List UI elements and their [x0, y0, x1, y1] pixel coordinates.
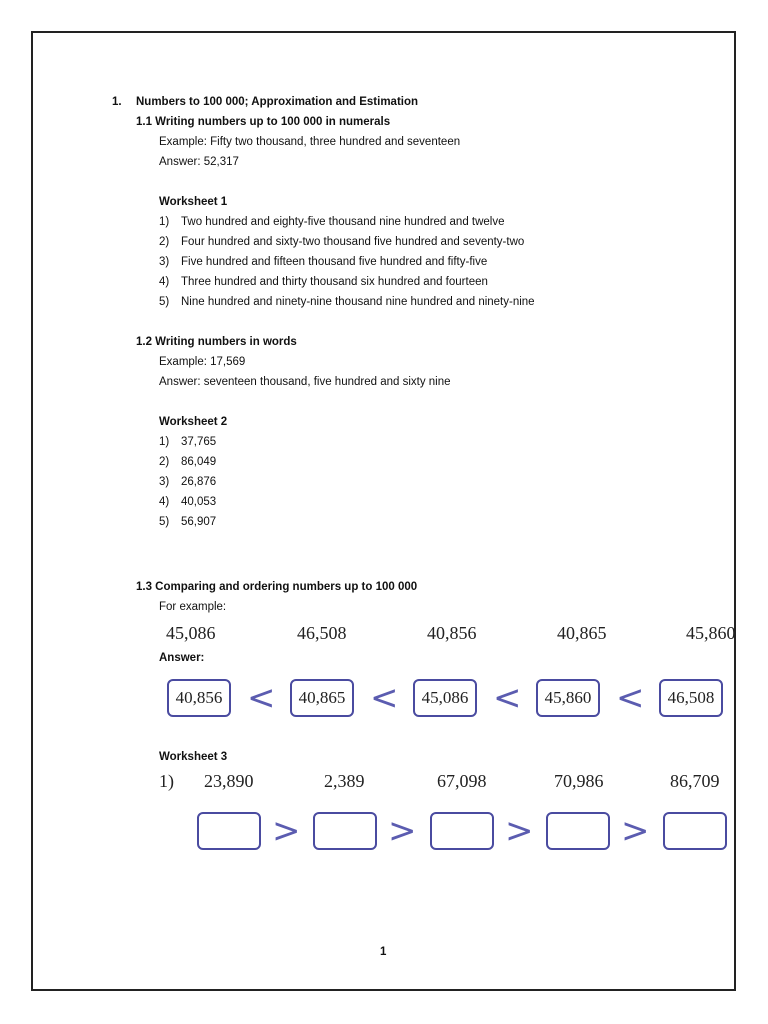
item-number: 1) [159, 216, 170, 228]
list-item [159, 215, 505, 229]
item-text: Four hundred and sixty-two thousand five hundred and seventy-two [181, 236, 525, 248]
greater-than-symbol: > [621, 811, 650, 851]
item-text: Nine hundred and ninety-nine thousand nine hundred and ninety-nine [181, 296, 535, 308]
section-1-2-heading: 1.2 Writing numbers in words [136, 336, 297, 348]
list-item [159, 455, 216, 469]
item-number: 3) [159, 256, 170, 268]
empty-answer-box[interactable] [663, 812, 727, 850]
item-text: 40,053 [181, 496, 217, 508]
item-number: 4) [159, 496, 170, 508]
less-than-symbol: < [616, 678, 645, 718]
worksheet-3-number: 86,709 [670, 771, 720, 791]
example-number: 45,860 [686, 623, 736, 643]
empty-answer-box[interactable] [313, 812, 377, 850]
item-text: 56,907 [181, 516, 217, 528]
section-1-1-answer: Answer: 52,317 [159, 156, 239, 168]
list-item [159, 515, 216, 529]
empty-answer-box[interactable] [430, 812, 494, 850]
item-number: 5) [159, 516, 170, 528]
worksheet-2-title: Worksheet 2 [159, 416, 228, 428]
item-text: 26,876 [181, 476, 217, 488]
answer-label: Answer: [159, 652, 205, 664]
worksheet-3-number: 70,986 [554, 771, 604, 791]
section-1-2-example: Example: 17,569 [159, 356, 246, 368]
item-number: 2) [159, 456, 170, 468]
section-number: 1. [112, 96, 122, 108]
worksheet-1-title: Worksheet 1 [159, 196, 228, 208]
answer-box: 40,865 [290, 679, 354, 717]
item-number: 1) [159, 436, 170, 448]
answer-box: 40,856 [167, 679, 231, 717]
list-item [159, 435, 216, 449]
page-number: 1 [380, 946, 387, 958]
less-than-symbol: < [247, 678, 276, 718]
section-1-2-answer: Answer: seventeen thousand, five hundred and sixty nine [159, 376, 451, 388]
empty-answer-box[interactable] [197, 812, 261, 850]
item-number: 2) [159, 236, 170, 248]
for-example-label: For example: [159, 601, 227, 613]
section-title: Numbers to 100 000; Approximation and Estimation [136, 96, 419, 108]
empty-answer-box[interactable] [546, 812, 610, 850]
item-number: 5) [159, 296, 170, 308]
greater-than-symbol: > [505, 811, 534, 851]
greater-than-symbol: > [388, 811, 417, 851]
list-item [159, 475, 216, 489]
example-number: 46,508 [297, 623, 347, 643]
less-than-symbol: < [493, 678, 522, 718]
example-number: 45,086 [166, 623, 216, 643]
item-text: 86,049 [181, 456, 217, 468]
worksheet-3-item-label: 1) [159, 771, 174, 791]
item-text: Five hundred and fifteen thousand five hundred and fifty-five [181, 256, 488, 268]
answer-box: 45,860 [536, 679, 600, 717]
example-number: 40,865 [557, 623, 607, 643]
worksheet-3-title: Worksheet 3 [159, 751, 228, 763]
section-1-1-example: Example: Fifty two thousand, three hundred and seventeen [159, 136, 461, 148]
list-item [159, 235, 524, 249]
answer-box: 45,086 [413, 679, 477, 717]
list-item [159, 295, 535, 309]
worksheet-3-number: 23,890 [204, 771, 254, 791]
list-item [159, 495, 216, 509]
answer-box: 46,508 [659, 679, 723, 717]
less-than-symbol: < [370, 678, 399, 718]
item-text: 37,765 [181, 436, 217, 448]
list-item [159, 275, 488, 289]
item-text: Two hundred and eighty-five thousand nine hundred and twelve [181, 216, 505, 228]
worksheet-3-number: 2,389 [324, 771, 365, 791]
section-1-1-heading: 1.1 Writing numbers up to 100 000 in numerals [136, 116, 391, 128]
item-number: 3) [159, 476, 170, 488]
greater-than-symbol: > [272, 811, 301, 851]
section-1-3-heading: 1.3 Comparing and ordering numbers up to 100 000 [136, 581, 418, 593]
item-text: Three hundred and thirty thousand six hundred and fourteen [181, 276, 488, 288]
item-number: 4) [159, 276, 170, 288]
worksheet-3-number: 67,098 [437, 771, 487, 791]
example-number: 40,856 [427, 623, 477, 643]
list-item [159, 255, 487, 269]
